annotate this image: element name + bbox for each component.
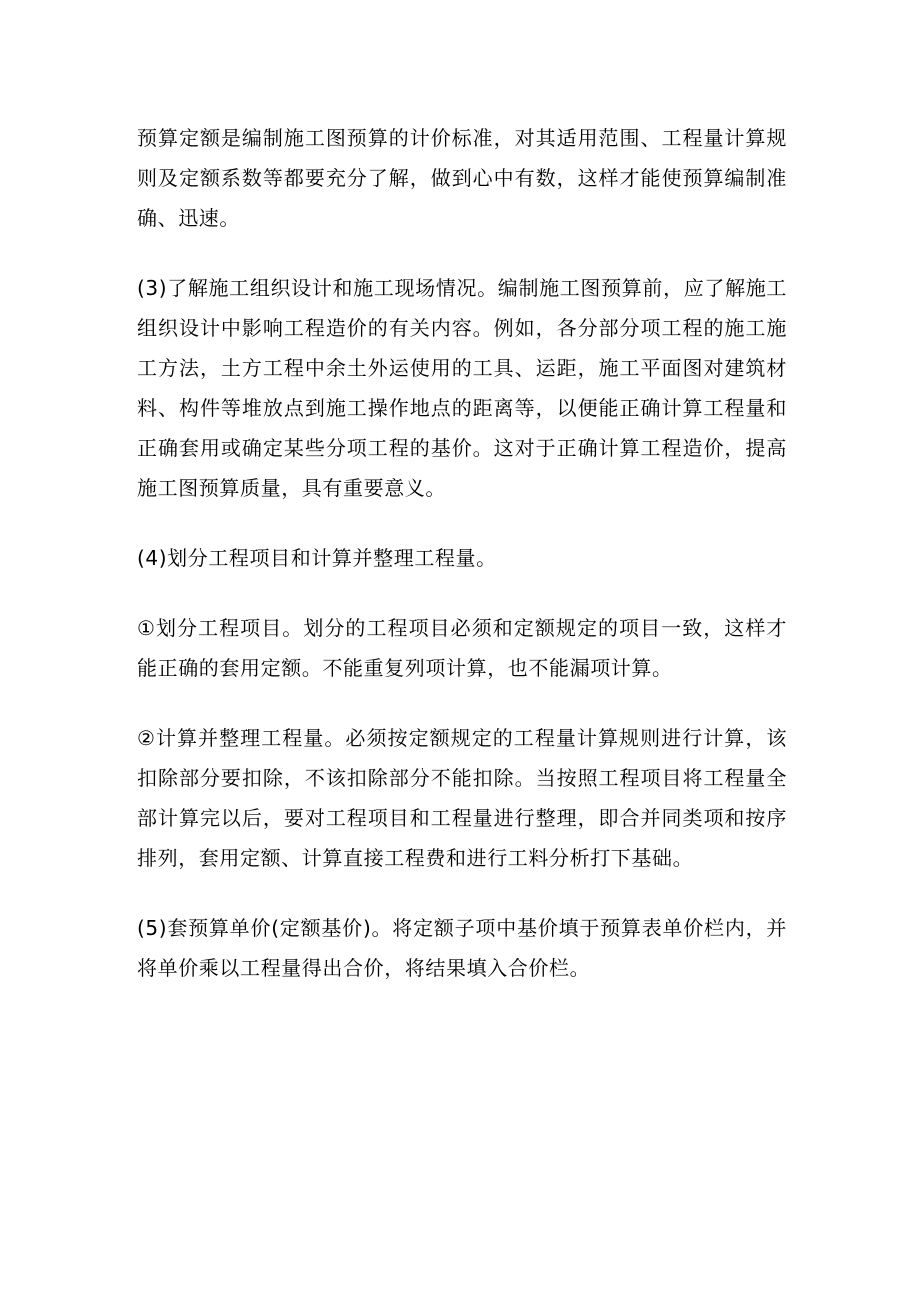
paragraph-calculate-quantities: ②计算并整理工程量。必须按定额规定的工程量计算规则进行计算，该扣除部分要扣除，不该扣除部分不能扣除。当按照工程项目将工程量全部计算完以后，要对工程项目和工程量进行整理，即合并同类项和按序排列，套用定额、计算直接工程费和进行工料分析打下基础。: [137, 726, 787, 870]
paragraph-quota-standard: 预算定额是编制施工图预算的计价标准，对其适用范围、工程量计算规则及定额系数等都要充分了解，做到心中有数，这样才能使预算编制准确、迅速。: [137, 126, 787, 230]
paragraph-divide-items: ①划分工程项目。划分的工程项目必须和定额规定的项目一致，这样才能正确的套用定额。不能重复列项计算，也不能漏项计算。: [137, 616, 787, 680]
paragraph-apply-unit-price: (5)套预算单价(定额基价)。将定额子项中基价填于预算表单价栏内，并将单价乘以工程量得出合价，将结果填入合价栏。: [137, 916, 787, 980]
document-body: [137, 118, 787, 1018]
paragraph-divide-items-heading: (4)划分工程项目和计算并整理工程量。: [137, 546, 497, 570]
paragraph-construction-organization: (3)了解施工组织设计和施工现场情况。编制施工图预算前，应了解施工组织设计中影响工程造价的有关内容。例如，各分部分项工程的施工施工方法，土方工程中余土外运使用的工具、运距，施工平面图对建筑材料、构件等堆放点到施工操作地点的距离等，以便能正确计算工程量和正确套用或确定某些分项工程的基价。这对于正确计算工程造价，提高施工图预算质量，具有重要意义。: [137, 276, 787, 500]
